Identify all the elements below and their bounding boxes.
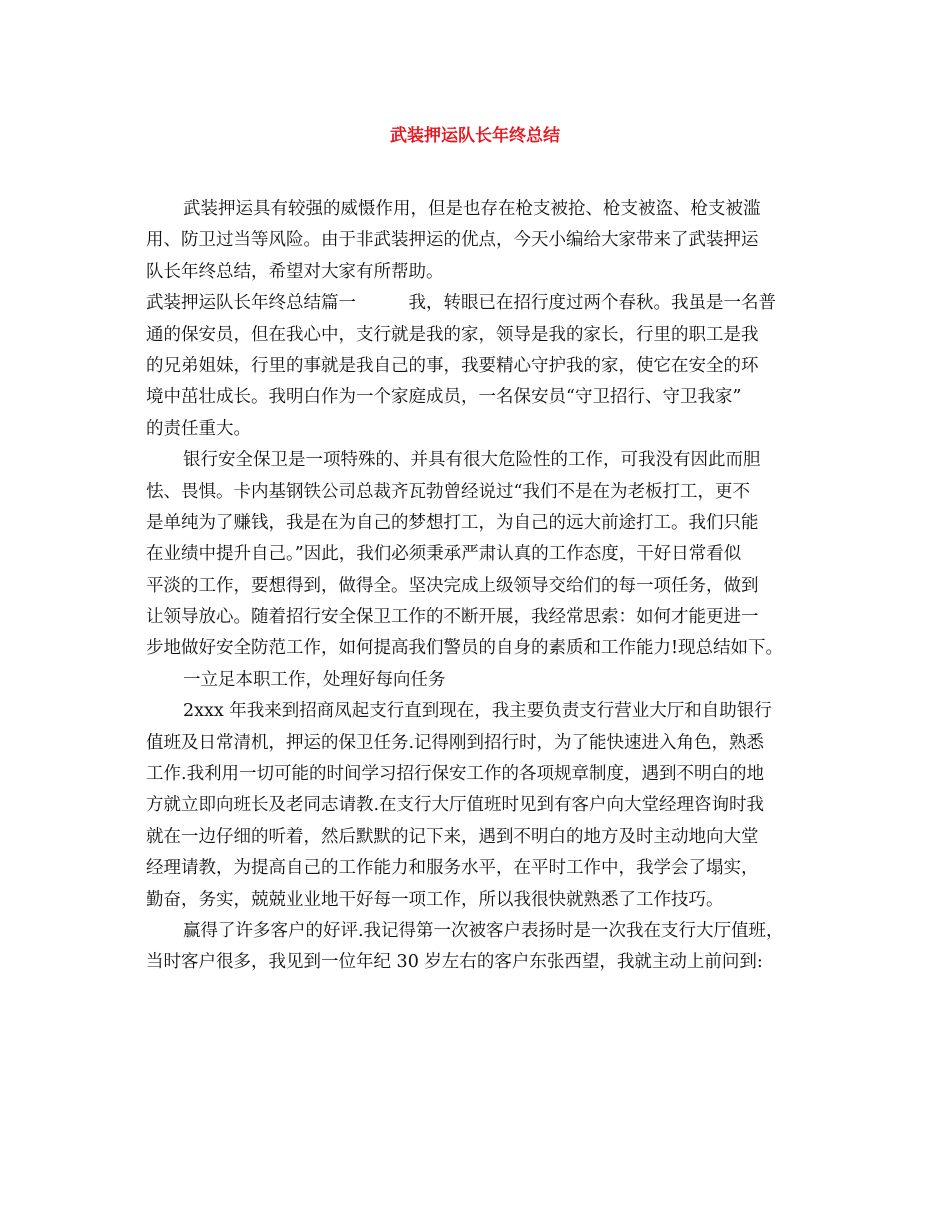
text-line: 怯、畏惧。卡内基钢铁公司总裁齐瓦勃曾经说过“我们不是在为老板打工，更不 <box>146 481 750 502</box>
text-line: 银行安全保卫是一项特殊的、并具有很大危险性的工作，可我没有因此而胆 <box>183 450 761 471</box>
text-line: 武装押运队长年终总结篇一 我，转眼已在招行度过两个春秋。我虽是一名普 <box>146 293 776 314</box>
text-line: 通的保安员，但在我心中，支行就是我的家，领导是我的家长，行里的职工是我 <box>146 324 759 345</box>
text-line: 武装押运具有较强的威慑作用，但是也存在枪支被抢、枪支被盗、枪支被滥 <box>183 199 761 219</box>
text-line: 就在一边仔细的听着，然后默默的记下来，遇到不明白的地方及时主动地向大堂 <box>146 826 759 847</box>
text-line: 方就立即向班长及老同志请教.在支行大厅值班时见到有客户向大堂经理咨询时我 <box>146 795 765 816</box>
text-line: 的兄弟姐妹，行里的事就是我自己的事，我要精心守护我的家，使它在安全的环 <box>146 355 759 376</box>
text-line: 2xxx 年我来到招商凤起支行直到现在，我主要负责支行营业大厅和自助银行 <box>183 701 772 722</box>
text-line: 当时客户很多，我见到一位年纪 30 岁左右的客户东张西望，我就主动上前问到: <box>146 952 763 973</box>
text-line: 在业绩中提升自己。”因此，我们必须秉承严肃认真的工作态度，干好日常看似 <box>146 544 742 565</box>
text-line: 勤奋，务实，兢兢业业地干好每一项工作，所以我很快就熟悉了工作技巧。 <box>146 889 724 910</box>
text-line: 赢得了许多客户的好评.我记得第一次被客户表扬时是一次我在支行大厅值班， <box>183 920 784 941</box>
text-line: 的责任重大。 <box>146 418 251 439</box>
text-line: 步地做好安全防范工作，如何提高我们警员的自身的素质和工作能力!现总结如下。 <box>146 638 784 659</box>
text-line: 经理请教，为提高自己的工作能力和服务水平，在平时工作中，我学会了塌实， <box>146 858 759 879</box>
section-heading: 一立足本职工作，处理好每向任务 <box>183 669 446 690</box>
text-line: 值班及日常清机，押运的保卫任务.记得刚到招行时，为了能快速进入角色，熟悉 <box>146 732 765 753</box>
document-body <box>146 194 808 979</box>
text-line: 队长年终总结，希望对大家有所帮助。 <box>146 261 444 282</box>
text-line: 是单纯为了赚钱，我是在为自己的梦想打工，为自己的远大前途打工。我们只能 <box>146 512 759 533</box>
text-line: 让领导放心。随着招行安全保卫工作的不断开展，我经常思索：如何才能更进一 <box>146 607 759 628</box>
text-line: 用、防卫过当等风险。由于非武装押运的优点，今天小编给大家带来了武装押运 <box>146 230 759 251</box>
text-line: 工作.我利用一切可能的时间学习招行保安工作的各项规章制度，遇到不明白的地 <box>146 764 765 785</box>
document-title: 武装押运队长年终总结 <box>390 126 560 146</box>
text-line: 境中茁壮成长。我明白作为一个家庭成员，一名保安员“守卫招行、守卫我家” <box>146 387 742 408</box>
text-line: 平淡的工作，要想得到，做得全。坚决完成上级领导交给们的每一项任务，做到 <box>146 575 759 596</box>
